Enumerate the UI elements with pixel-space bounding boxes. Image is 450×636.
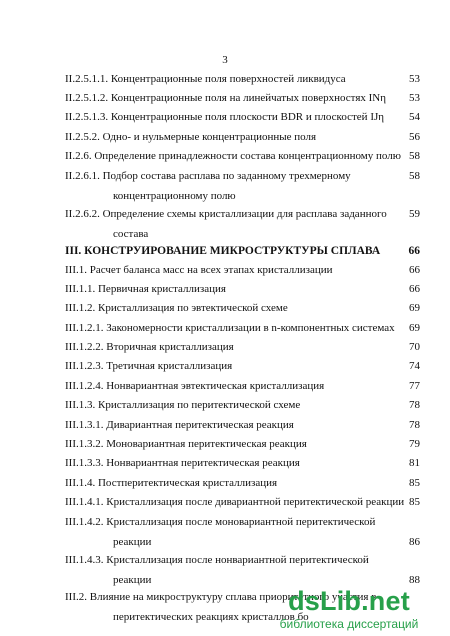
toc-entry-title: III.1.1. Первичная кристаллизация [65, 283, 226, 295]
toc-page-number: 88 [409, 574, 420, 586]
toc-entry-title-continuation: состава [113, 228, 149, 240]
toc-entry-title: III.1.4.1. Кристаллизация после дивариантной перитектической реакции [65, 496, 405, 508]
toc-entry-title: III.1.2.2. Вторичная кристаллизация [65, 341, 234, 353]
toc-page-number: 74 [409, 360, 420, 372]
toc-entry-title: III.1.2.3. Третичная кристаллизация [65, 360, 233, 372]
toc-entry-title: III.1.2. Кристаллизация по эвтектической схеме [65, 302, 288, 314]
toc-page-number: 78 [409, 399, 420, 411]
toc-page-number: 54 [409, 111, 420, 123]
toc-page-number: 66 [409, 283, 420, 295]
toc-page-number: 69 [409, 302, 420, 314]
toc-entry-title: III.1.3.3. Нонвариантная перитектическая реакция [65, 457, 300, 469]
toc-entry-title: III.1.2.1. Закономерности кристаллизации в n-компонентных системах [65, 322, 395, 334]
toc-entry-title-continuation: реакции [113, 536, 152, 548]
toc-entry-title: II.2.5.1.3. Концентрационные поля плоскости BDR и плоскостей IJη [65, 111, 385, 123]
toc-page-number: 85 [409, 496, 420, 508]
toc-entry-title: III.1.4. Постперитектическая кристаллизация [65, 477, 278, 489]
toc-page-number: 69 [409, 322, 420, 334]
toc-entry-title: III.1.3. Кристаллизация по перитектической схеме [65, 399, 301, 411]
toc-page-number: 59 [409, 208, 420, 220]
toc-page-number: 78 [409, 419, 420, 431]
toc-entry-title: III.2. Влияние на микроструктуру сплава приоритетного участия в [65, 591, 377, 603]
toc-page-number: 81 [409, 457, 420, 469]
toc-page-number: 79 [409, 438, 420, 450]
toc-page-number: 53 [409, 73, 420, 85]
toc-entry-title: III.1. Расчет баланса масс на всех этапах кристаллизации [65, 264, 333, 276]
toc-page-number: 58 [409, 150, 420, 162]
toc-page-number: 66 [409, 264, 420, 276]
toc-page-number: 66 [408, 245, 420, 257]
toc-entry-title: III.1.4.2. Кристаллизация после моновариантной перитектической [65, 516, 376, 528]
toc-entry-title: II.2.5.1.1. Концентрационные поля поверхностей ликвидуса [65, 73, 346, 85]
toc-entry-title: II.2.6. Определение принадлежности состава концентрационному полю [65, 150, 401, 162]
toc-entry-title: II.2.6.1. Подбор состава расплава по заданному трехмерному [65, 170, 351, 182]
toc-page-number: 85 [409, 477, 420, 489]
toc-entry-title-continuation: перитектических реакциях кристаллов бо [113, 611, 309, 623]
toc-page-number: 77 [409, 380, 420, 392]
watermark-subtitle: библиотека диссертаций [279, 617, 419, 631]
toc-entry-title-continuation: реакции [113, 574, 152, 586]
toc-entry-title: II.2.5.2. Одно- и нульмерные концентрационные поля [65, 131, 317, 143]
toc-page-number: 58 [409, 170, 420, 182]
toc-entry-title: III.1.3.2. Моновариантная перитектическая реакция [65, 438, 307, 450]
toc-page-number: 70 [409, 341, 420, 353]
toc-entry-title: III. КОНСТРУИРОВАНИЕ МИКРОСТРУКТУРЫ СПЛАВА [65, 245, 381, 257]
toc-entry-title: II.2.6.2. Определение схемы кристаллизации для расплава заданного [65, 208, 387, 220]
toc-page-number: 86 [409, 536, 420, 548]
toc-page-number: 56 [409, 131, 420, 143]
toc-entry-title: III.1.4.3. Кристаллизация после нонвариантной перитектической [65, 554, 369, 566]
toc-page-number: 53 [409, 92, 420, 104]
toc-entry-title: II.2.5.1.2. Концентрационные поля на линейчатых поверхностях INη [65, 92, 386, 104]
toc-entry-title-continuation: концентрационному полю [113, 190, 236, 202]
toc-entry-title: III.1.2.4. Нонвариантная эвтектическая кристаллизация [65, 380, 325, 392]
watermark-logo [252, 586, 446, 634]
page-number: 3 [222, 54, 228, 66]
toc-entry-title: III.1.3.1. Дивариантная перитектическая реакция [65, 419, 294, 431]
watermark-title: dsLib.net [288, 586, 410, 616]
